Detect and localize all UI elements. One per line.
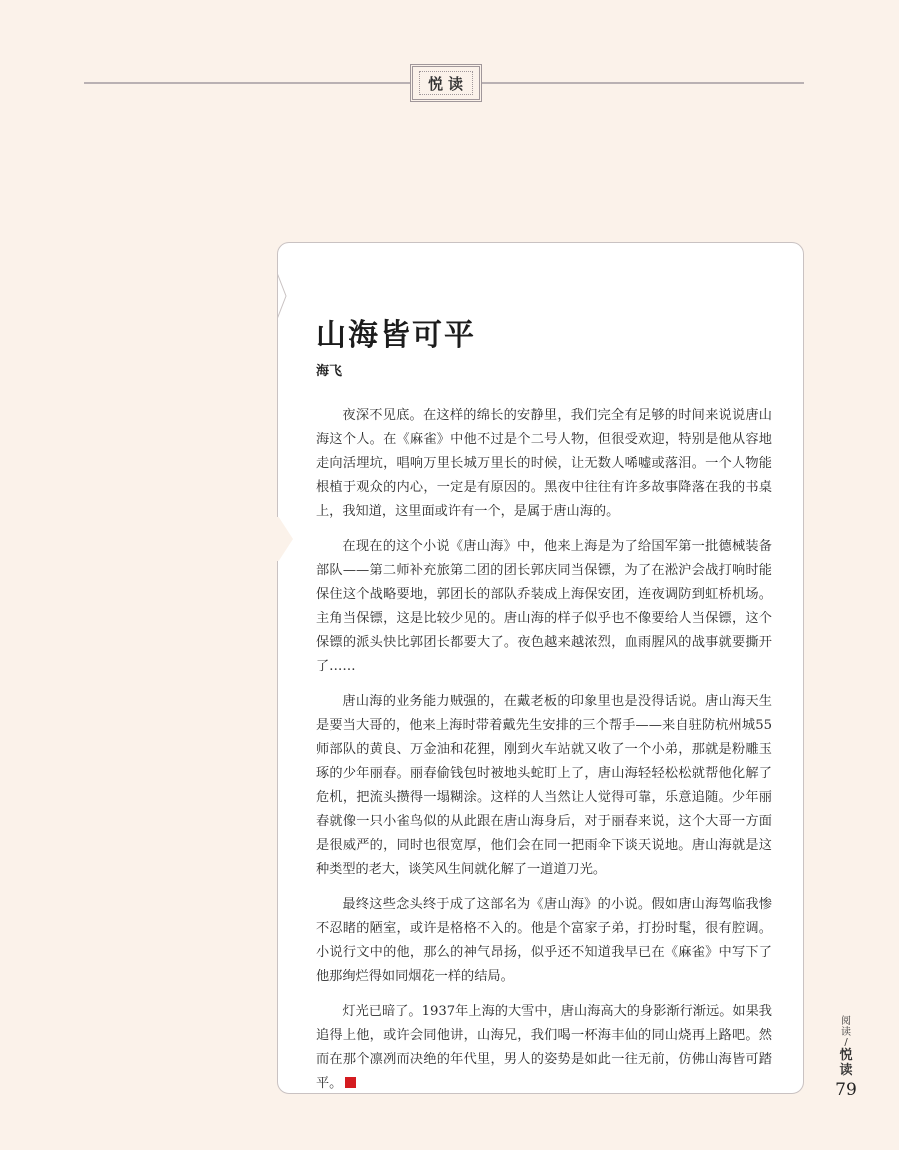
column-header-label: 悦读 <box>419 71 473 95</box>
magazine-name-slash: / <box>844 1037 848 1048</box>
article-body <box>316 404 772 1107</box>
paragraph: 在现在的这个小说《唐山海》中，他来上海是为了给国军第一批德械装备部队——第二师补充旅第二团的团长郭庆同当保镖，为了在淞沪会战打响时能保住这个战略要地，郭团长的部队乔装成上海保安团，连夜调防到虹桥机场。主角当保镖，这是比较少见的。唐山海的样子似乎也不像要给人当保镖，这个保镖的派头快比郭团长都要大了。夜色越来越浓烈，血雨腥风的战事就要撕开了…… <box>316 539 772 674</box>
page-number: 79 <box>835 1080 857 1100</box>
card-notch <box>271 517 293 561</box>
magazine-side-label <box>838 1016 854 1078</box>
paragraph-last <box>316 1000 772 1096</box>
paragraph: 夜深不见底。在这样的绵长的安静里，我们完全有足够的时间来说说唐山海这个人。在《麻雀》中他不过是个二号人物，但很受欢迎，特别是他从容地走向活埋坑，唱响万里长城万里长的时候，让无数人唏嘘或落泪。一个人物能根植于观众的内心，一定是有原因的。黑夜中往往有许多故事降落在我的书桌上，我知道，这里面或许有一个，是属于唐山海的。 <box>316 408 772 519</box>
magazine-name-big: 悦读 <box>839 1048 853 1078</box>
magazine-name-small: 阅读 <box>841 1016 851 1038</box>
header-rule-left <box>84 82 410 84</box>
paragraph: 最终这些念头终于成了这部名为《唐山海》的小说。假如唐山海驾临我惨不忍睹的陋室，或许是格格不入的。他是个富家子弟，打扮时髦，很有腔调。小说行文中的他，那么的神气昂扬，似乎还不知道我早已在《麻雀》中写下了他那绚烂得如同烟花一样的结局。 <box>316 897 772 984</box>
article-author: 海飞 <box>316 364 343 379</box>
paragraph: 唐山海的业务能力贼强的，在戴老板的印象里也是没得话说。唐山海天生是要当大哥的，他来上海时带着戴先生安排的三个帮手——来自驻防杭州城55师部队的黄良、万金油和花狸，刚到火车站就又收了一个小弟，那就是粉雕玉琢的少年丽春。丽春偷钱包时被地头蛇盯上了，唐山海轻轻松松就帮他化解了危机，把流头攒得一塌糊涂。这样的人当然让人觉得可靠，乐意追随。少年丽春就像一只小雀鸟似的从此跟在唐山海身后，对于丽春来说，这个大哥一方面是很威严的，同时也很宽厚，他们会在同一把雨伞下谈天说地。唐山海就是这种类型的老大，谈笑风生间就化解了一道道刀光。 <box>316 694 772 877</box>
header-rule-right <box>482 82 804 84</box>
end-mark-icon <box>345 1077 356 1088</box>
paragraph-text: 灯光已暗了。1937年上海的大雪中，唐山海高大的身影渐行渐远。如果我追得上他，或许会同他讲，山海兄，我们喝一杯海丰仙的同山烧再上路吧。然而在那个凛冽而决绝的年代里，男人的姿势是如此一往无前，仿佛山海皆可踏平。 <box>316 1004 772 1091</box>
column-header-box <box>410 64 482 102</box>
article-title: 山海皆可平 <box>316 318 476 353</box>
